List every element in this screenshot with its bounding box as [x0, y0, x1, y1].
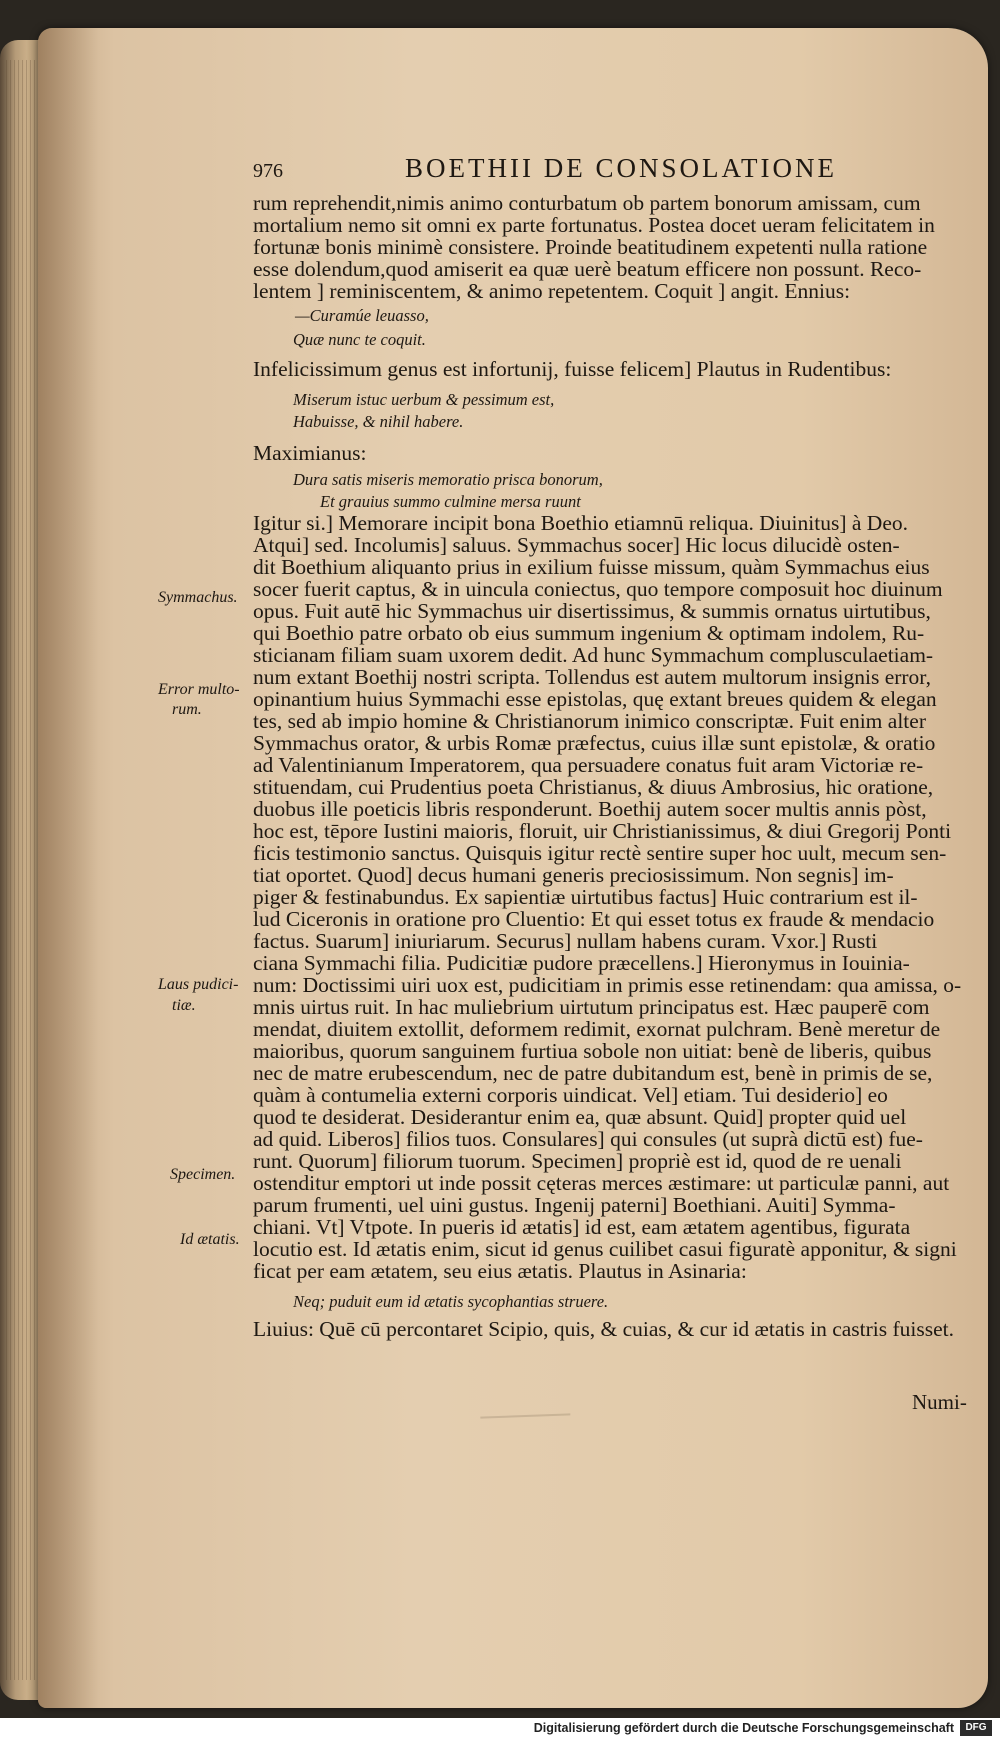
faint-stamp [480, 1393, 571, 1418]
text-line: ciana Symmachi filia. Pudicitiæ pudore præcellens.] Hieronymus in Iouinia- [253, 951, 910, 975]
text-line: factus. Suarum] iniuriarum. Securus] nullam habens curam. Vxor.] Rusti [253, 929, 878, 953]
text-line: runt. Quorum] filiorum tuorum. Specimen] propriè est id, quod de re uenali [253, 1149, 902, 1173]
text-line: mendat, diuitem extollit, deformem redimit, exornat pulchram. Benè meretur de [253, 1017, 941, 1041]
text-line: ficis testimonio sanctus. Quisquis igitur rectè sentire super hoc uult, mecum sen- [253, 841, 947, 865]
verse-line: Neq; puduit eum id ætatis sycophantias struere. [293, 1292, 609, 1311]
marginal-note: Id ætatis. [180, 1231, 240, 1248]
marginal-note: Laus pudici- [158, 976, 239, 993]
text-line: opinantium huius Symmachi esse epistolas, quę extant breues quidem & elegan [253, 687, 937, 711]
page-stack-lines [6, 60, 40, 1680]
marginal-note: Symmachus. [158, 589, 238, 606]
text-line: Maximianus: [253, 441, 367, 465]
text-line: ad Valentinianum Imperatorem, qua persuadere conatus fuit aram Victoriæ re- [253, 753, 924, 777]
text-line: fortunæ bonis minimè consistere. Proinde beatitudinem expetenti nulla ratione [253, 235, 928, 259]
text-line: lud Ciceronis in oratione pro Cluentio: Et qui esset totus ex fraude & mendacio [253, 907, 935, 931]
text-line: chiani. Vt] Vtpote. In pueris id ætatis] id est, eam ætatem agentibus, figurata [253, 1215, 911, 1239]
verse-line: Habuisse, & nihil habere. [293, 412, 464, 431]
text-line: tiat oportet. Quod] decus humani generis preciosissimum. Non segnis] im- [253, 863, 894, 887]
marginal-note: tiæ. [172, 997, 196, 1014]
text-line: tes, sed ab impio homine & Christianorum inimico conscriptæ. Fuit enim alter [253, 709, 926, 733]
text-line: Symmachus orator, & urbis Romæ præfectus, cuius illæ sunt epistolæ, & oratio [253, 731, 936, 755]
marginal-note: rum. [172, 701, 202, 718]
text-line: opus. Fuit autē hic Symmachus uir disertissimus, & summis ornatus uirtutibus, [253, 599, 931, 623]
text-line: ficat per eam ætatem, seu eius ætatis. Plautus in Asinaria: [253, 1259, 747, 1283]
marginal-note: Specimen. [170, 1166, 236, 1183]
text-line: ostenditur emptori ut inde possit cęteras merces æstimare: ut particulæ panni, aut [253, 1171, 950, 1195]
text-line: lentem ] reminiscentem, & animo repetentem. Coquit ] angit. Ennius: [253, 279, 851, 303]
text-line: Infelicissimum genus est infortunij, fuisse felicem] Plautus in Rudentibus: [253, 357, 892, 381]
text-line: socer fuerit captus, & in uincula coniectus, quo tempore composuit hoc diuinum [253, 577, 943, 601]
dfg-logo: DFG [960, 1720, 992, 1736]
text-line: duobus ille poeticis libris responderunt. Boethij autem socer multis annis pòst, [253, 797, 927, 821]
text-line: Igitur si.] Memorare incipit bona Boethio etiamnū reliqua. Diuinitus] à Deo. [253, 511, 908, 535]
gutter-shadow [38, 28, 98, 1708]
text-line: mnis uirtus ruit. In hac muliebrium uirtutum principatus est. Hæc pauperē com [253, 995, 930, 1019]
text-line: parum frumenti, uel uini gustus. Ingenij paterni] Boethiani. Auiti] Symma- [253, 1193, 896, 1217]
text-line: esse dolendum,quod amiserit ea quæ uerè beatum efficere non possunt. Reco- [253, 257, 922, 281]
text-line: piger & festinabundus. Ex sapientiæ uirtutibus factus] Huic contrarium est il- [253, 885, 918, 909]
text-line: nec de matre erubescendum, nec de patre dubitandum est, benè in primis de se, [253, 1061, 933, 1085]
verse-line: Dura satis miseris memoratio prisca bonorum, [293, 470, 603, 489]
text-line: mortalium nemo sit omni ex parte fortunatus. Postea docet ueram felicitatem in [253, 213, 935, 237]
text-line: locutio est. Id ætatis enim, sicut id genus cuilibet casui figuratè apponitur, & signi [253, 1237, 957, 1261]
page-number: 976 [253, 160, 283, 182]
verse-line: Miserum istuc uerbum & pessimum est, [293, 390, 555, 409]
running-head: BOETHII DE CONSOLATIONE [405, 153, 837, 183]
text-line: dit Boethium aliquanto prius in exilium fuisse missum, quàm Symmachus eius [253, 555, 930, 579]
text-line: num extant Boethij nostri scripta. Tollendus est autem multorum insignis error, [253, 665, 931, 689]
funding-credit: Digitalisierung gefördert durch die Deutsche Forschungsgemeinschaft [533, 1721, 954, 1735]
marginal-note: Error multo- [158, 681, 240, 698]
text-line: sticianam filiam suam uxorem dedit. Ad hunc Symmachum complusculaetiam- [253, 643, 934, 667]
text-line: qui Boethio patre orbato ob eius summum ingenium & optimam indolem, Ru- [253, 621, 925, 645]
text-line: maioribus, quorum sanguinem furtiua sobole non uitiat: benè de liberis, quibus [253, 1039, 932, 1063]
catchword: Numi- [912, 1390, 967, 1414]
verse-line: —Curamúe leuasso, [295, 306, 429, 325]
text-line: hoc est, tēpore Iustini maioris, floruit, uir Christianissimus, & diui Gregorij Ponti [253, 819, 952, 843]
verse-line: Quæ nunc te coquit. [293, 330, 426, 349]
text-line: rum reprehendit,nimis animo conturbatum ob partem bonorum amissam, cum [253, 191, 921, 215]
text-line: stituendam, cui Prudentius poeta Christianus, & diuus Ambrosius, hic oratione, [253, 775, 934, 799]
text-line: quàm à contumelia externi corporis uindicat. Vel] etiam. Tui desiderio] eo [253, 1083, 888, 1107]
text-line: num: Doctissimi uiri uox est, pudicitiam in primis esse retinendam: qua amissa, o- [253, 973, 962, 997]
text-line: Atqui] sed. Incolumis] saluus. Symmachus socer] Hic locus dilucidè osten- [253, 533, 900, 557]
text-line: ad quid. Liberos] filios tuos. Consulares] qui consules (ut suprà dictū est) fue- [253, 1127, 923, 1151]
verse-line: Et grauius summo culmine mersa ruunt [320, 492, 581, 511]
text-line: Liuius: Quē cū percontaret Scipio, quis, & cuias, & cur id ætatis in castris fuisset. [253, 1317, 955, 1341]
text-line: quod te desiderat. Desiderantur enim ea, quæ absunt. Quid] propter quid uel [253, 1105, 907, 1129]
